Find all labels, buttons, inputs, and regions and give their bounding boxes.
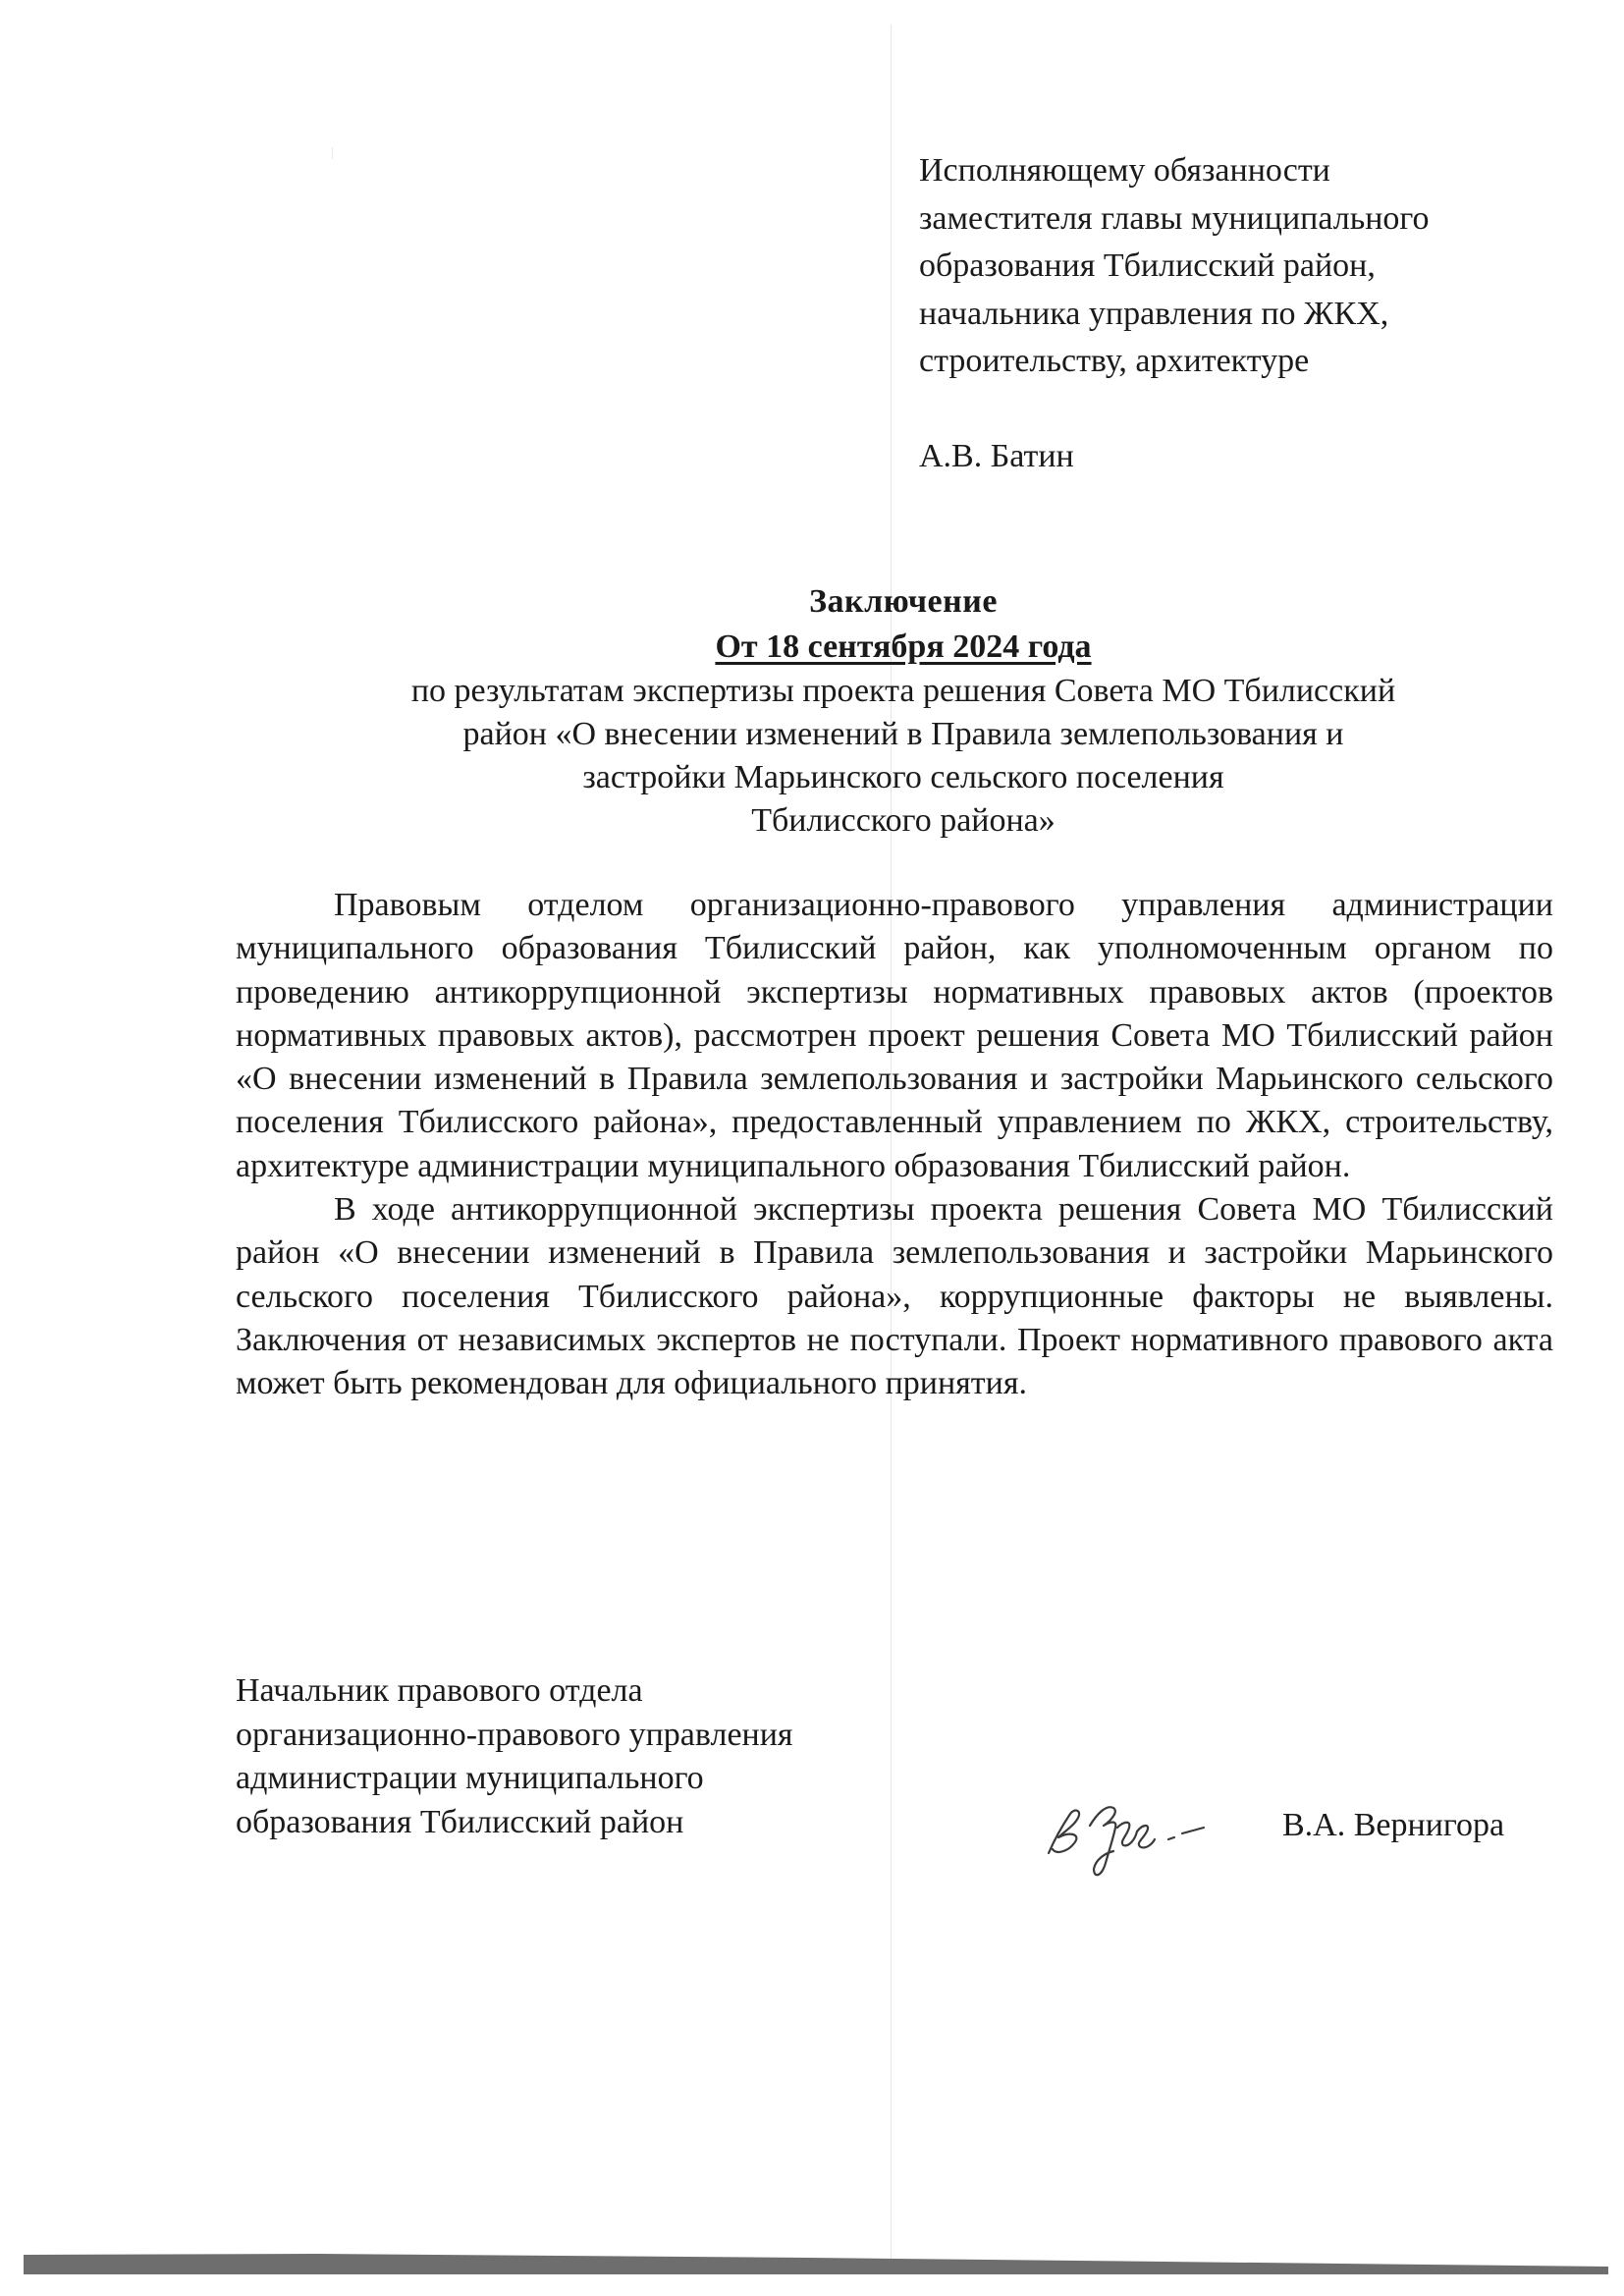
addressee-line: начальника управления по ЖКХ, — [919, 295, 1389, 332]
signer-position-line: Начальник правового отдела — [236, 1672, 643, 1709]
addressee-block — [919, 147, 1567, 481]
scan-edge-bar — [24, 2253, 1608, 2274]
addressee-line: заместителя главы муниципального — [919, 199, 1430, 237]
signer-position-line: образования Тбилисский район — [236, 1803, 684, 1840]
document-subtitle-line: застройки Марьинского сельского поселения — [582, 759, 1224, 795]
document-subtitle-line: район «О внесении изменений в Правила землепользования и — [462, 716, 1344, 752]
document-subtitle-line: Тбилисского района» — [751, 802, 1056, 839]
document-body — [236, 884, 1553, 1406]
signer-position — [236, 1669, 923, 1844]
document-date: От 18 сентября 2024 года — [715, 629, 1092, 665]
body-paragraph: Правовым отделом организационно-правового управления администрации муниципального образования Тбилисский район, как уполномоченным органом по проведению антикоррупционной экспертизы нормативных правовых актов (проектов нормативных правовых актов), рассмотрен проект решения Совета МО Тбилисский район «О внесении изменений в Правила землепользования и застройки Марьинского сельского поселения Тбилисского района», предоставленный управлением по ЖКХ, строительству, архитектуре администрации муниципального образования Тбилисский район. — [236, 887, 1553, 1184]
addressee-line: Исполняющему обязанности — [919, 152, 1330, 189]
addressee-line: строительству, архитектуре — [919, 343, 1310, 380]
scan-artifact — [332, 147, 333, 159]
signature-icon — [1011, 1782, 1208, 1881]
document-subtitle-line: по результатам экспертизы проекта решения Совета МО Тбилисский — [410, 673, 1396, 709]
document-title: Заключение — [809, 583, 998, 620]
signer-position-line: администрации муниципального — [236, 1760, 704, 1796]
signer-position-line: организационно-правового управления — [236, 1716, 793, 1753]
signer-name: В.А. Вернигора — [1282, 1807, 1505, 1843]
body-paragraph: В ходе антикоррупционной экспертизы проекта решения Совета МО Тбилисский район «О внесении изменений в Правила землепользования и застройки Марьинского сельского поселения Тбилисского района», коррупционные факторы не выявлены. Заключения от независимых экспертов не поступали. Проект нормативного правового акта может быть рекомендован для официального принятия. — [236, 1191, 1553, 1402]
addressee-name: А.В. Батин — [919, 437, 1074, 474]
addressee-line: образования Тбилисский район, — [919, 247, 1376, 285]
document-header — [314, 579, 1492, 843]
